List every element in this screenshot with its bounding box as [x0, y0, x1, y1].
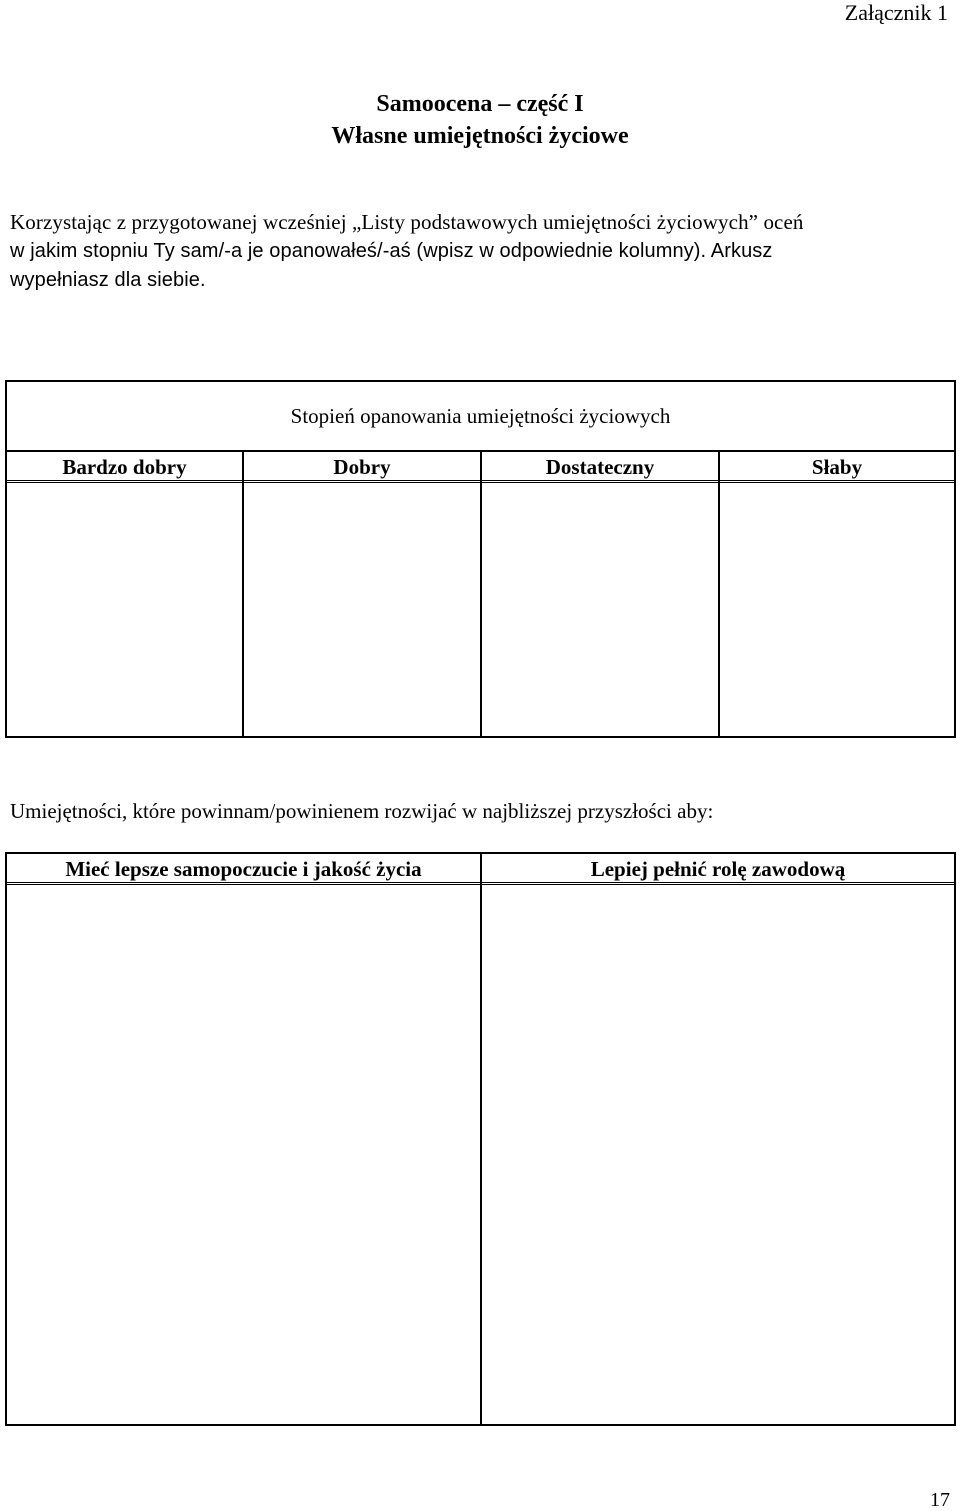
instructions-line-1: Korzystając z przygotowanej wcześniej „Listy podstawowych umiejętności życiowych” oceń [10, 210, 804, 234]
column-weak[interactable] [720, 452, 954, 736]
skills-prompt: Umiejętności, które powinnam/powinienem rozwijać w najbliższej przyszłości aby: [10, 799, 714, 823]
attachment-label: Załącznik 1 [844, 0, 948, 25]
skill-level-table [5, 380, 956, 738]
column-sufficient[interactable] [482, 452, 720, 736]
column-very-good[interactable] [7, 452, 244, 736]
skill-level-columns [7, 452, 954, 736]
title-line-2: Własne umiejętności życiowe [331, 123, 629, 149]
development-goals-table [5, 852, 956, 1426]
instructions-line-3: wypełniasz dla siebie. [10, 269, 206, 291]
column-wellbeing[interactable] [7, 854, 482, 1424]
title-line-1: Samoocena – część I [376, 91, 584, 117]
instructions-paragraph [10, 208, 950, 295]
column-good[interactable] [244, 452, 482, 736]
document-title [0, 88, 960, 152]
column-header-wellbeing: Mieć lepsze samopoczucie i jakość życia [7, 854, 480, 885]
column-header-good: Dobry [244, 452, 480, 483]
instructions-line-2: w jakim stopniu Ty sam/-a je opanowałeś/-aś (wpisz w odpowiednie kolumny). Arkusz [10, 240, 773, 262]
column-header-weak: Słaby [720, 452, 954, 483]
column-professional-role[interactable] [482, 854, 954, 1424]
column-header-very-good: Bardzo dobry [7, 452, 242, 483]
column-header-professional-role: Lepiej pełnić rolę zawodową [482, 854, 954, 885]
page-number: 17 [930, 1489, 950, 1511]
column-header-sufficient: Dostateczny [482, 452, 718, 483]
skill-level-table-heading: Stopień opanowania umiejętności życiowych [7, 382, 954, 452]
